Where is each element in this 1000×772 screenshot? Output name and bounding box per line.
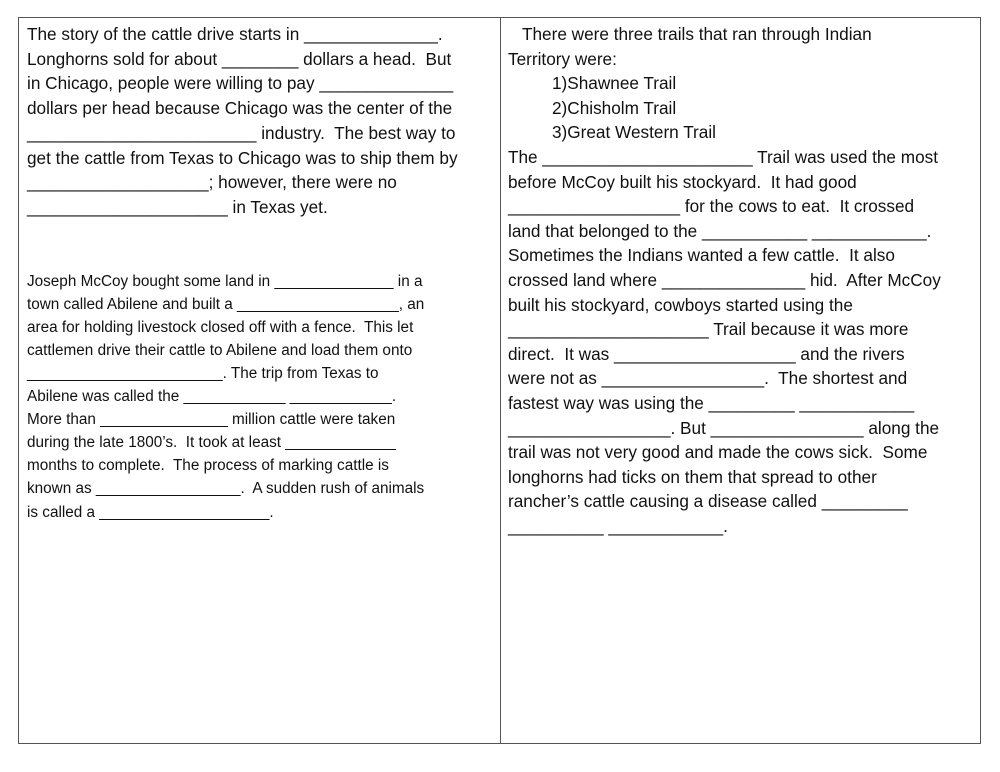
text-line: dollars per head because Chicago was the center of the [27, 98, 453, 119]
text-line: Joseph McCoy bought some land in ______________ in a [27, 272, 423, 290]
text-line: The story of the cattle drive starts in ______________. [27, 24, 443, 44]
text-line: known as _________________. A sudden rush of animals [27, 480, 425, 498]
text-line: town called Abilene and built a ___________________, an [27, 295, 425, 313]
text-line: Abilene was called the ____________ ____________. [27, 388, 397, 406]
text-line: during the late 1800’s. It took at least _____________ [27, 434, 396, 452]
text-line: in Chicago, people were willing to pay ______________ [27, 73, 454, 94]
text-line: trail was not very good and made the cows sick. Some [508, 442, 928, 463]
text-line: fastest way was using the _________ ____________ [508, 392, 915, 413]
text-line: crossed land where _______________ hid. After McCoy [508, 269, 941, 290]
text-line: More than _______________ million cattle were taken [27, 411, 396, 429]
worksheet-table [18, 17, 981, 744]
cattle-drive-paragraph [27, 22, 494, 220]
trail-list-item: 2)Chisholm Trail [552, 97, 677, 118]
text-line: Sometimes the Indians wanted a few cattle. It also [508, 245, 895, 266]
text-line: direct. It was ___________________ and the rivers [508, 343, 905, 364]
text-line: before McCoy built his stockyard. It had good [508, 171, 857, 192]
text-line: area for holding livestock closed off with a fence. This let [27, 318, 414, 336]
text-line: The ______________________ Trail was used the most [508, 146, 939, 167]
text-line: months to complete. The process of marking cattle is [27, 457, 389, 475]
text-line: _________________. But ________________ along the [508, 417, 940, 438]
trail-list-item: 3)Great Western Trail [552, 122, 716, 143]
text-line: Longhorns sold for about ________ dollars a head. But [27, 48, 452, 69]
text-line: Territory were: [508, 48, 617, 69]
text-line: rancher’s cattle causing a disease called _________ [508, 491, 908, 512]
trails-paragraph [508, 22, 974, 538]
text-line: built his stockyard, cowboys started using the [508, 294, 853, 315]
text-line: get the cattle from Texas to Chicago was to ship them by [27, 147, 458, 168]
left-column [19, 18, 501, 743]
text-line: ___________________; however, there were no [27, 172, 397, 193]
text-line: ________________________ industry. The best way to [27, 122, 456, 143]
text-line: __________ ____________. [508, 515, 728, 536]
text-line: _______________________. The trip from Texas to [27, 365, 379, 382]
text-line: _____________________ in Texas yet. [27, 196, 328, 217]
right-column [501, 18, 980, 743]
text-line: longhorns had ticks on them that spread to other [508, 466, 877, 487]
text-line: were not as _________________. The shortest and [508, 368, 908, 389]
text-line: __________________ for the cows to eat. It crossed [508, 196, 915, 217]
text-line: is called a ____________________. [27, 503, 274, 521]
text-line: There were three trails that ran through Indian [522, 24, 872, 44]
text-line: _____________________ Trail because it was more [508, 319, 909, 340]
text-line: land that belonged to the ___________ ____________. [508, 220, 932, 241]
trail-list-item: 1)Shawnee Trail [552, 73, 677, 94]
mccoy-abilene-paragraph [27, 270, 494, 524]
text-line: cattlemen drive their cattle to Abilene and load them onto [27, 341, 413, 359]
